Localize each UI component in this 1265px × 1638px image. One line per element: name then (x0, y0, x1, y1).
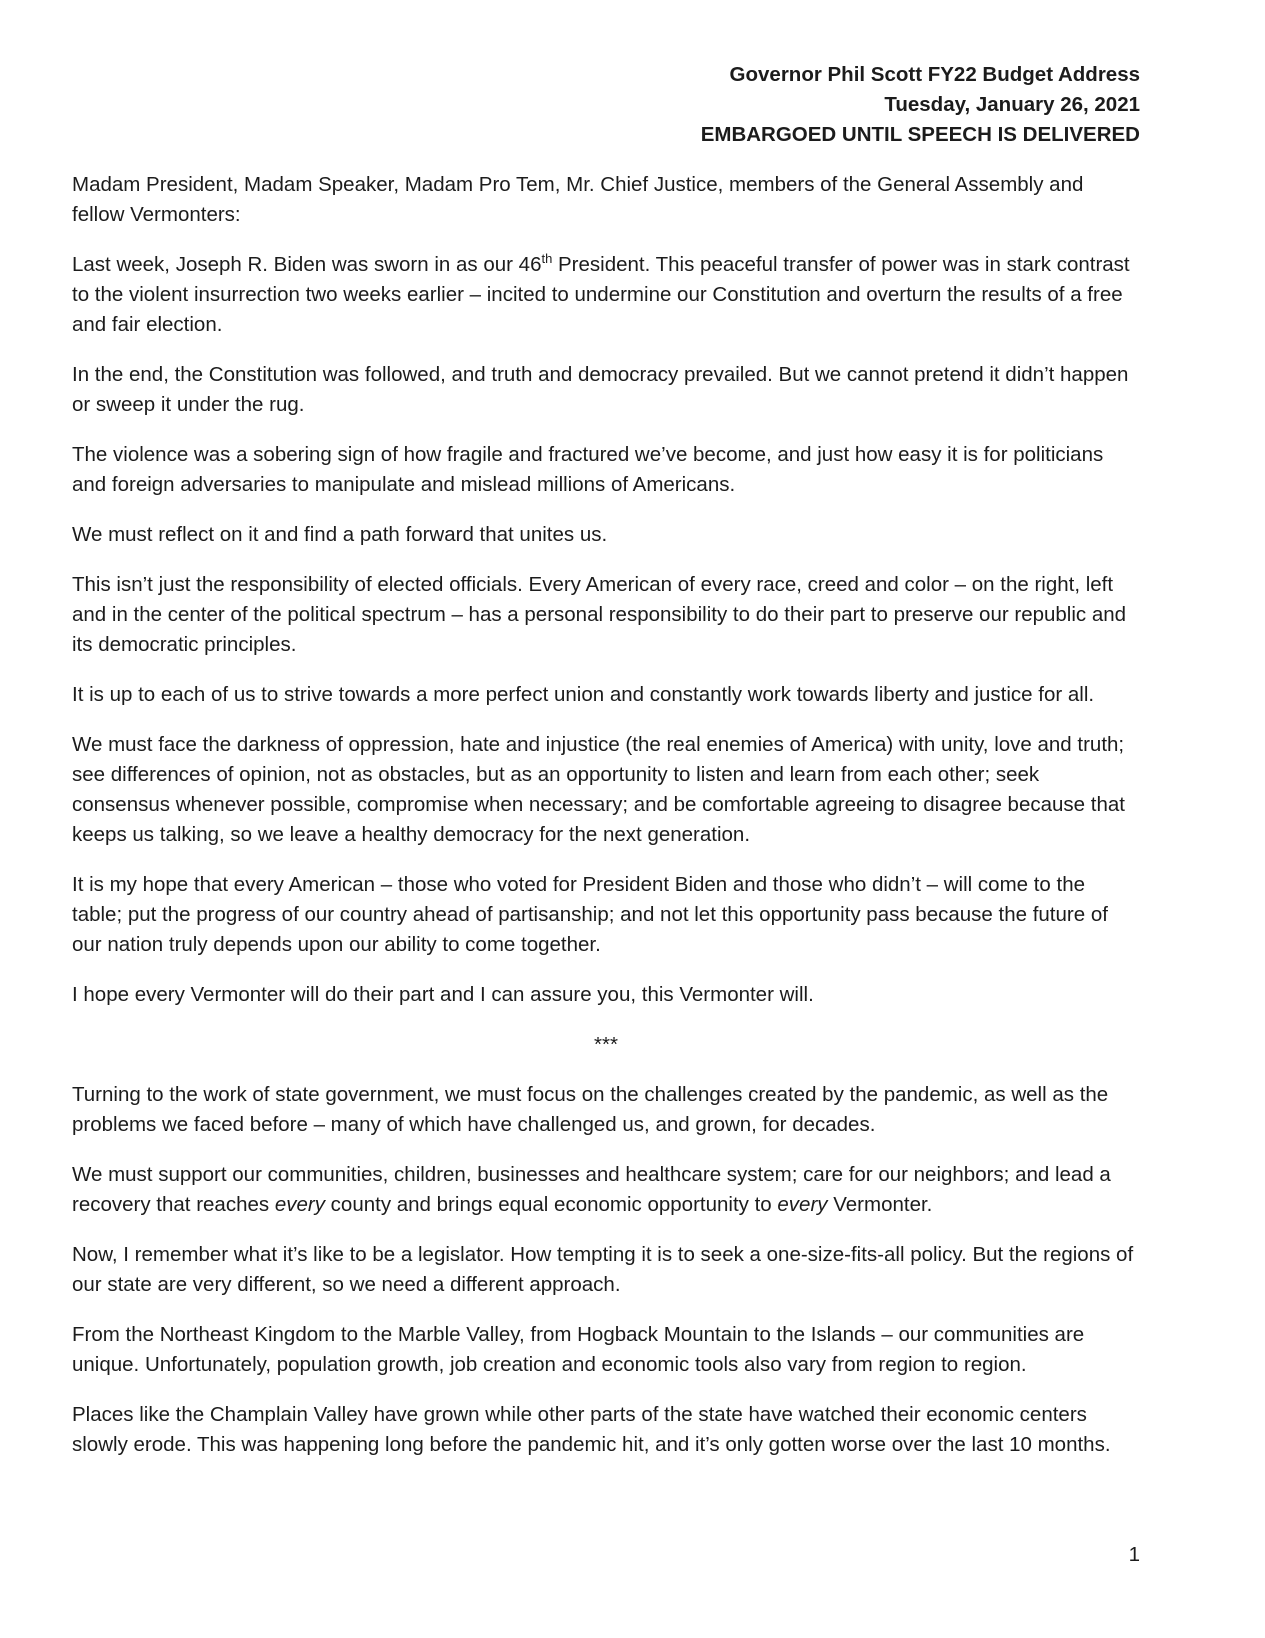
paragraph (72, 1240, 1140, 1300)
header-line-date: Tuesday, January 26, 2021 (884, 93, 1140, 116)
text-segment: *** (594, 1033, 618, 1056)
text-segment: county and brings equal economic opportunity to (324, 1193, 778, 1216)
text-segment: Madam President, Madam Speaker, Madam Pro Tem, Mr. Chief Justice, members of the General Assembly and fellow Vermonters: (72, 173, 1084, 226)
paragraph (72, 440, 1140, 500)
paragraph (72, 520, 1140, 550)
text-segment: It is up to each of us to strive towards a more perfect union and constantly work towards liberty and justice for all. (72, 683, 1095, 706)
paragraph (72, 1400, 1140, 1460)
paragraph (72, 170, 1140, 230)
text-segment: From the Northeast Kingdom to the Marble Valley, from Hogback Mountain to the Islands – our communities are unique. Unfortunately, population growth, job creation and economic tools also vary from region to region. (72, 1323, 1085, 1376)
paragraph (72, 680, 1140, 710)
page-number: 1 (1128, 1543, 1140, 1566)
paragraph (72, 1080, 1140, 1140)
text-segment: We must face the darkness of oppression, hate and injustice (the real enemies of America) with unity, love and truth; see differences of opinion, not as obstacles, but as an opportunity to listen and learn from each other; seek consensus whenever possible, compromise when necessary; and be comfortable agreeing to disagree because that keeps us talking, so we leave a healthy democracy for the next generation. (72, 733, 1125, 846)
header-line-title: Governor Phil Scott FY22 Budget Address (729, 63, 1140, 86)
text-segment: Vermonter. (827, 1193, 933, 1216)
paragraph (72, 570, 1140, 660)
text-segment: President. This peaceful transfer of power was in stark contrast to the violent insurrection two weeks earlier – incited to undermine our Constitution and overturn the results of a free and fair election. (72, 253, 1130, 336)
text-segment: th (541, 251, 553, 267)
text-segment: every (777, 1193, 828, 1216)
text-segment: This isn’t just the responsibility of elected officials. Every American of every race, creed and color – on the right, left and in the center of the political spectrum – has a personal responsibility to do their part to preserve our republic and its democratic principles. (72, 573, 1127, 656)
text-segment: The violence was a sobering sign of how fragile and fractured we’ve become, and just how easy it is for politicians and foreign adversaries to manipulate and mislead millions of Americans. (72, 443, 1104, 496)
paragraph (72, 730, 1140, 850)
text-segment: Places like the Champlain Valley have grown while other parts of the state have watched their economic centers slowly erode. This was happening long before the pandemic hit, and it’s only gotten worse over the last 10 months. (72, 1403, 1111, 1456)
paragraph (72, 360, 1140, 420)
header-line-embargo: EMBARGOED UNTIL SPEECH IS DELIVERED (700, 123, 1140, 146)
text-segment: every (274, 1193, 325, 1216)
paragraph (72, 980, 1140, 1010)
text-segment: We must support our communities, children, businesses and healthcare system; care for our neighbors; and lead a recovery that reaches (72, 1163, 1111, 1216)
paragraph (72, 1030, 1140, 1060)
text-segment: Last week, Joseph R. Biden was sworn in as our 46 (72, 253, 542, 276)
paragraph (72, 1320, 1140, 1380)
text-segment: It is my hope that every American – those who voted for President Biden and those who didn’t – will come to the table; put the progress of our country ahead of partisanship; and not let this opportunity pass because the future of our nation truly depends upon our ability to come together. (72, 873, 1108, 956)
paragraph (72, 250, 1140, 340)
text-segment: I hope every Vermonter will do their part and I can assure you, this Vermonter will. (72, 983, 814, 1006)
document-header (72, 60, 1140, 150)
paragraph (72, 870, 1140, 960)
text-segment: Turning to the work of state government, we must focus on the challenges created by the pandemic, as well as the problems we faced before – many of which have challenged us, and grown, for decades. (72, 1083, 1109, 1136)
document-body (72, 170, 1140, 1460)
text-segment: Now, I remember what it’s like to be a legislator. How tempting it is to seek a one-size-fits-all policy. But the regions of our state are very different, so we need a different approach. (72, 1243, 1134, 1296)
text-segment: We must reflect on it and find a path forward that unites us. (72, 523, 608, 546)
paragraph (72, 1160, 1140, 1220)
text-segment: In the end, the Constitution was followed, and truth and democracy prevailed. But we cannot pretend it didn’t happen or sweep it under the rug. (72, 363, 1129, 416)
